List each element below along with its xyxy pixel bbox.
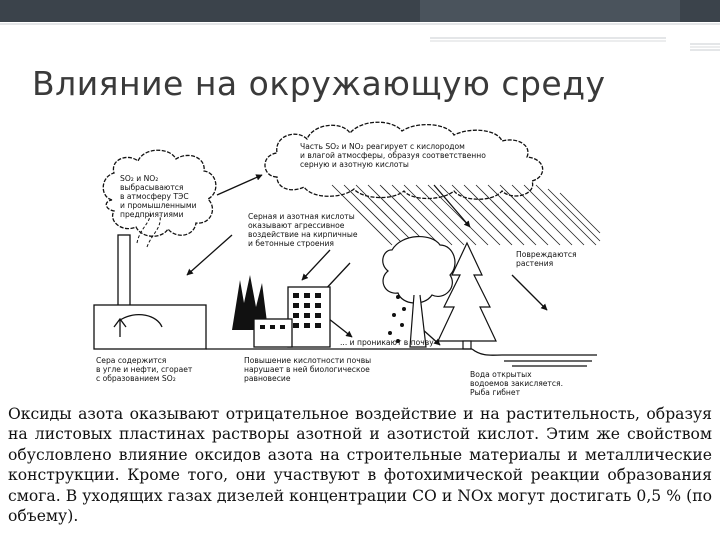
label-sulfur: Сера содержится в угле и нефти, сгорает с образованием SO₂ bbox=[96, 356, 193, 383]
decorative-lines bbox=[0, 22, 720, 52]
power-plant bbox=[94, 235, 206, 349]
slide-body-text: Оксиды азота оказывают отрицательное воздействие и на растительность, образуя на листовых пластинах растворы азотной и азотистой кислот. Этим же свойством обусловлено влияние оксидов азота на строительные материалы и металлические конструкции. Кроме того, они участвуют в фотохимической реакции образования смога. В уходящих газах дизелей концентрации СО и NOx могут достигать 0,5 % (по объему). bbox=[8, 405, 712, 526]
label-plants: Повреждаются растения bbox=[516, 250, 577, 268]
label-emission: SO₂ и NO₂ выбрасываются в атмосферу ТЭС и промышленными предприятиями bbox=[120, 174, 197, 219]
label-reaction: Часть SO₂ и NO₂ реагирует с кислородом и влагой атмосферы, образуя соответственно серную и азотную кислоты bbox=[300, 142, 486, 169]
acid-rain-diagram bbox=[92, 115, 602, 402]
top-bar bbox=[0, 0, 720, 22]
label-water: Вода открытых водоемов закисляется. Рыба гибнет bbox=[470, 370, 564, 397]
label-soil: Повышение кислотности почвы нарушает в ней биологическое равновесие bbox=[244, 356, 372, 383]
label-buildings: Серная и азотная кислоты оказывают агрессивное воздействие на кирпичные и бетонные строения bbox=[248, 212, 358, 248]
label-soil-in: ... и проникают в почву bbox=[340, 338, 434, 347]
top-bar-band bbox=[420, 0, 680, 22]
slide-title: Влияние на окружающую среду bbox=[32, 64, 606, 103]
